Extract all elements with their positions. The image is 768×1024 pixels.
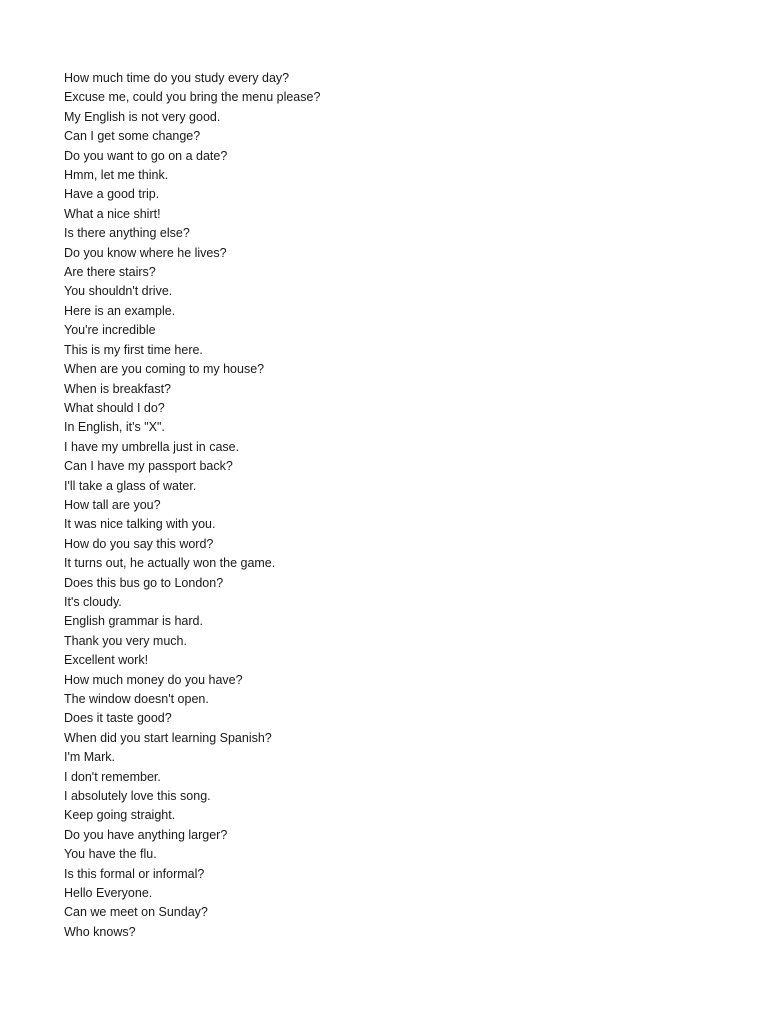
phrase-line: Do you want to go on a date? (64, 148, 228, 163)
phrase-line: Is this formal or informal? (64, 866, 205, 881)
phrase-line: Thank you very much. (64, 633, 187, 648)
phrase-line: How tall are you? (64, 497, 161, 512)
phrase-line: The window doesn't open. (64, 692, 209, 706)
phrase-line: When did you start learning Spanish? (64, 730, 272, 745)
phrase-line: You're incredible (64, 323, 156, 338)
phrase-line: This is my first time here. (64, 342, 203, 357)
phrase-line: It was nice talking with you. (64, 517, 216, 532)
phrase-line: It turns out, he actually won the game. (64, 556, 276, 571)
phrase-line: Does this bus go to London? (64, 575, 224, 590)
phrase-line: Here is an example. (64, 303, 176, 318)
phrase-line: I absolutely love this song. (64, 789, 211, 804)
phrase-line: You shouldn't drive. (64, 284, 173, 299)
phrase-line: My English is not very good. (64, 109, 221, 124)
phrase-line: What should I do? (64, 400, 165, 415)
phrase-line: Can I have my passport back? (64, 459, 233, 474)
phrase-line: I'm Mark. (64, 750, 115, 765)
phrase-line: Hello Everyone. (64, 886, 153, 901)
phrase-line: What a nice shirt! (64, 206, 161, 221)
phrase-line: English grammar is hard. (64, 614, 203, 629)
phrase-line: Excuse me, could you bring the menu please? (64, 90, 321, 105)
phrase-line: In English, it's "X". (64, 420, 165, 435)
phrase-line: Who knows? (64, 924, 136, 939)
phrase-list (64, 69, 320, 942)
phrase-line: Excellent work! (64, 653, 149, 668)
phrase-line: When are you coming to my house? (64, 362, 265, 377)
phrase-line: Have a good trip. (64, 187, 160, 202)
phrase-line: How much money do you have? (64, 672, 243, 687)
phrase-line: Do you know where he lives? (64, 245, 227, 260)
phrase-line: Do you have anything larger? (64, 827, 228, 842)
phrase-line: You have the flu. (64, 847, 157, 862)
phrase-line: How do you say this word? (64, 536, 214, 551)
phrase-line: When is breakfast? (64, 381, 171, 396)
phrase-line: I don't remember. (64, 769, 161, 784)
phrase-line: Is there anything else? (64, 226, 190, 241)
phrase-line: Does it taste good? (64, 711, 172, 726)
phrase-line: How much time do you study every day? (64, 71, 290, 85)
phrase-line: It's cloudy. (64, 594, 122, 609)
phrase-line: Keep going straight. (64, 808, 176, 823)
phrase-line: Hmm, let me think. (64, 168, 169, 183)
phrase-line: Can we meet on Sunday? (64, 905, 208, 920)
phrase-line: Can I get some change? (64, 129, 201, 144)
phrase-line: I'll take a glass of water. (64, 478, 197, 493)
phrase-line: Are there stairs? (64, 265, 156, 280)
phrase-line: I have my umbrella just in case. (64, 439, 240, 454)
